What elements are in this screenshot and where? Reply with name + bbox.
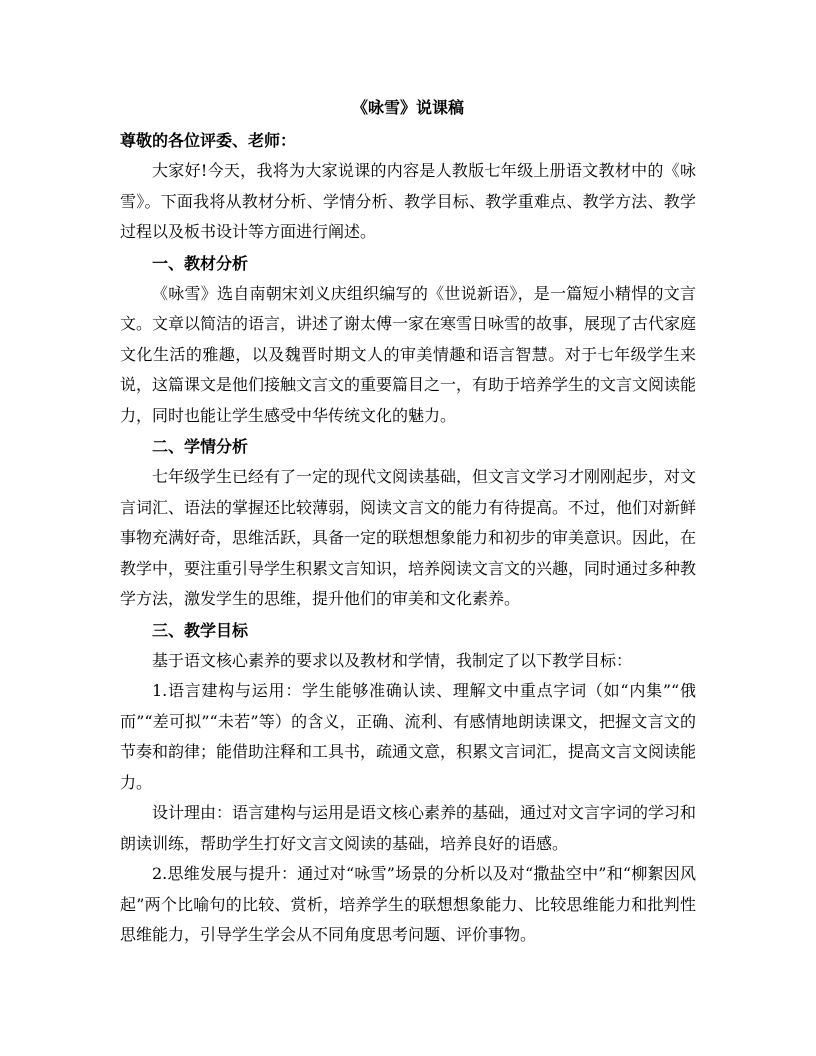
document-body [120,96,696,951]
document-title: 《咏雪》说课稿 [351,98,464,117]
objectives-intro-paragraph: 基于语文核心素养的要求以及教材和学情，我制定了以下教学目标： [152,650,633,670]
section-heading-student-analysis: 二、学情分析 [152,437,249,456]
greeting: 尊敬的各位评委、老师： [120,131,297,150]
objective-thinking-paragraph: 2.思维发展与提升：通过对“咏雪”场景的分析以及对“撒盐空中”和“柳絮因风起”两个比喻句的比较、赏析，培养学生的联想想象能力、比较思维能力和批判性思维能力，引导学生学会从不同角度思考问题、评价事物。 [120,864,696,944]
section-heading-textbook-analysis: 一、教材分析 [152,253,249,273]
objective-language-paragraph: 1.语言建构与运用：学生能够准确认读、理解文中重点字词（如“内集”“俄而”“差可拟”“未若”等）的含义，正确、流利、有感情地朗读课文，把握文言文的节奏和韵律；能借助注释和工具书，疏通文意，积累文言词汇，提高文言文阅读能力。 [120,681,697,792]
student-analysis-paragraph: 七年级学生已经有了一定的现代文阅读基础，但文言文学习才刚刚起步，对文言词汇、语法的掌握还比较薄弱，阅读文言文的能力有待提高。不过，他们对新鲜事物充满好奇，思维活跃，具备一定的联想想象能力和初步的审美意识。因此，在教学中，要注重引导学生积累文言知识，培养阅读文言文的兴趣，同时通过多种教学方法，激发学生的思维，提升他们的审美和文化素养。 [120,467,697,608]
design-rationale-paragraph: 设计理由：语言建构与运用是语文核心素养的基础，通过对文言字词的学习和朗读训练，帮助学生打好文言文阅读的基础，培养良好的语感。 [120,803,697,853]
section-heading-teaching-objectives: 三、教学目标 [152,620,249,640]
intro-paragraph: 大家好!今天，我将为大家说课的内容是人教版七年级上册语文教材中的《咏雪》。下面我将从教材分析、学情分析、教学目标、教学重难点、教学方法、教学过程以及板书设计等方面进行阐述。 [120,161,696,241]
textbook-analysis-paragraph: 《咏雪》选自南朝宋刘义庆组织编写的《世说新语》，是一篇短小精悍的文言文。文章以简洁的语言，讲述了谢太傅一家在寒雪日咏雪的故事，展现了古代家庭文化生活的雅趣，以及魏晋时期文人的审美情趣和语言智慧。对于七年级学生来说，这篇课文是他们接触文言文的重要篇目之一，有助于培养学生的文言文阅读能力，同时也能让学生感受中华传统文化的魅力。 [120,283,697,425]
